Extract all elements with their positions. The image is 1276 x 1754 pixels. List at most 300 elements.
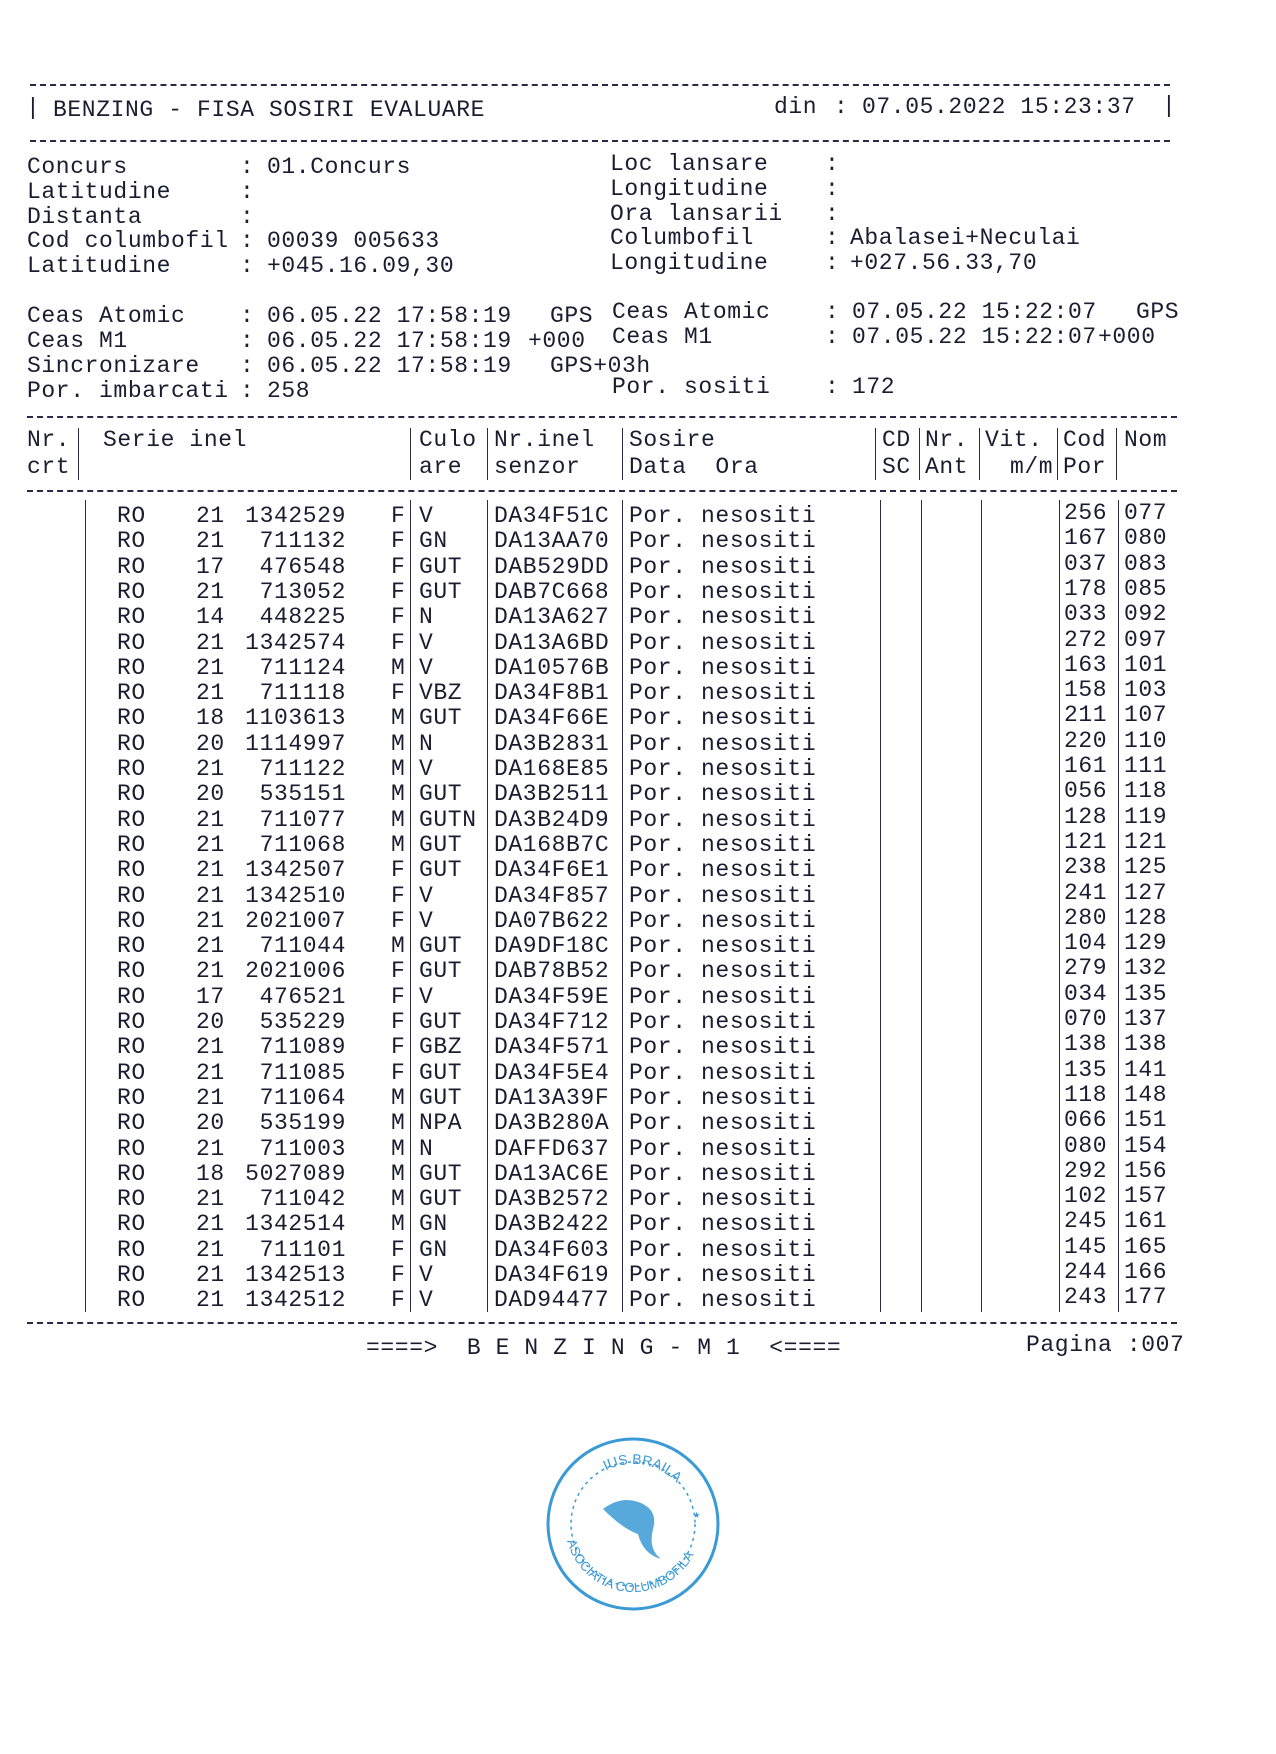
ring-number: 1342512 [245,1287,346,1314]
color: GUT [419,1084,463,1111]
column-header-culoare-line2: are [419,454,463,480]
arrival-status: Por. nesositi [629,1034,817,1061]
sensor-ring: DA34F6E1 [494,857,610,884]
ring-number: 711003 [259,1135,346,1162]
cod-por: 211 [1064,702,1108,729]
arrival-status: Por. nesositi [629,1135,817,1162]
table-top-border [27,416,1177,418]
sensor-ring: DA10576B [494,654,610,681]
cod-por: 167 [1064,525,1108,552]
sex: F [391,907,406,934]
nom: 132 [1124,955,1168,982]
ring-number: 1342507 [245,857,346,884]
nom: 154 [1124,1132,1168,1159]
sex: F [391,1009,406,1035]
column-divider [875,428,876,480]
country-code: RO [117,705,146,732]
nom: 148 [1124,1081,1168,1108]
country-code: RO [117,857,146,884]
color: GUT [419,958,463,985]
country-code: RO [117,1059,146,1086]
sensor-ring: DA34F712 [494,1009,610,1035]
svg-text:IUS BRAILA: IUS BRAILA [600,1450,686,1485]
color: NPA [419,1110,463,1137]
column-divider [979,428,980,480]
info-value: 01.Concurs [267,154,412,180]
clock-label: Ceas Atomic [27,303,186,329]
sensor-ring: DA34F8B1 [494,680,610,707]
ring-number: 711064 [259,1084,346,1111]
sensor-ring: DA3B2422 [494,1211,610,1238]
nom: 135 [1124,980,1168,1007]
svg-text:ASOCIATIA COLUMBOFILA: ASOCIATIA COLUMBOFILA [564,1537,697,1596]
ring-number: 535151 [259,781,346,808]
clock-suffix: +000 [528,328,586,354]
info-colon: : [240,253,255,280]
sex: F [391,578,406,605]
clock-colon: : [240,303,255,329]
column-header-nr-line2: crt [27,454,71,480]
sensor-ring: DA3B2511 [494,781,610,808]
info-label: Loc lansare [610,151,769,177]
cod-por: 034 [1064,980,1108,1007]
arrival-status: Por. nesositi [629,781,817,808]
nom: 118 [1124,778,1168,805]
color: GUT [419,831,463,858]
country-code: RO [117,933,146,960]
info-value: 00039 005633 [267,228,440,255]
nom: 101 [1124,651,1168,678]
sex: F [391,1287,406,1314]
sensor-ring: DA168E85 [494,756,610,782]
country-code: RO [117,1186,146,1213]
sex: F [391,958,406,985]
ring-year: 17 [196,553,225,580]
column-header-sosire: Sosire [629,427,716,453]
sex: M [391,1135,406,1162]
ring-year: 21 [196,528,225,555]
column-header-cdsc-line2: SC [882,454,911,480]
sex: F [391,629,406,656]
sensor-ring: DAB78B52 [494,958,610,985]
table-header-border [27,490,1177,492]
info-colon: : [825,151,840,177]
arrival-status: Por. nesositi [629,933,817,960]
country-code: RO [117,1287,146,1314]
ring-year: 20 [196,1009,225,1035]
clock-value: 06.05.22 17:58:19 [267,303,512,329]
ring-year: 18 [196,705,225,732]
ring-number: 711089 [259,1034,346,1061]
country-code: RO [117,1211,146,1238]
sensor-ring: DA9DF18C [494,933,610,960]
info-colon: : [825,175,840,202]
cod-por: 080 [1064,1132,1108,1159]
color: GUT [419,933,463,960]
ring-year: 21 [196,578,225,605]
sex: M [391,705,406,732]
clock-value: 06.05.22 17:58:19 [267,328,512,354]
sensor-ring: DA13A627 [494,604,610,631]
cod-por: 178 [1064,575,1108,602]
ring-year: 14 [196,604,225,631]
column-divider [981,500,982,1312]
nom: 107 [1124,702,1168,729]
association-stamp [543,1434,723,1614]
sensor-ring: DA3B2831 [494,730,610,757]
color: V [419,503,434,529]
arrival-status: Por. nesositi [629,1084,817,1111]
nom: 161 [1124,1208,1168,1235]
cod-por: 256 [1064,500,1108,526]
cod-por: 033 [1064,601,1108,628]
cod-por: 244 [1064,1259,1108,1285]
info-value: +045.16.09,30 [267,253,455,280]
arrival-status: Por. nesositi [629,1211,817,1238]
cod-por: 245 [1064,1208,1108,1235]
ring-year: 21 [196,907,225,934]
arrival-status: Por. nesositi [629,578,817,605]
column-header-cod: Cod [1063,427,1107,453]
sex: F [391,1262,406,1288]
cod-por: 135 [1064,1056,1108,1083]
info-label: Latitudine [27,253,172,280]
column-header-vit: Vit. [985,427,1043,453]
color: GUT [419,578,463,605]
country-code: RO [117,983,146,1010]
info-colon: : [825,250,840,277]
arrival-status: Por. nesositi [629,1262,817,1288]
color: V [419,882,434,909]
info-label: Longitudine [610,250,769,277]
ring-number: 535199 [259,1110,346,1137]
sex: F [391,983,406,1010]
nom: 083 [1124,550,1168,577]
sensor-ring: DA34F66E [494,705,610,732]
nom: 129 [1124,930,1168,957]
clock-colon: : [825,299,840,325]
country-code: RO [117,806,146,833]
column-header-ant-line2: Ant [925,454,969,480]
nom: 110 [1124,727,1168,754]
clock-label: Por. sositi [612,374,771,400]
color: V [419,654,434,681]
arrival-status: Por. nesositi [629,882,817,909]
arrival-status: Por. nesositi [629,1160,817,1187]
sensor-ring: DA34F603 [494,1236,610,1263]
ring-number: 1342529 [245,503,346,529]
nom: 121 [1124,828,1168,855]
country-code: RO [117,1034,146,1061]
ring-year: 21 [196,756,225,782]
sensor-ring: DA13AC6E [494,1160,610,1187]
color: V [419,756,434,782]
header-top-border [30,84,1170,86]
ring-number: 1342510 [245,882,346,909]
info-value: Abalasei+Neculai [850,225,1081,252]
sensor-ring: DA34F51C [494,503,610,529]
info-label: Longitudine [610,175,769,202]
clock-suffix: GPS [1136,299,1180,325]
ring-year: 21 [196,1262,225,1288]
ring-number: 711085 [259,1059,346,1086]
ring-number: 2021007 [245,907,346,934]
column-divider [1116,428,1117,480]
sex: M [391,781,406,808]
ring-year: 21 [196,1236,225,1263]
country-code: RO [117,1262,146,1288]
country-code: RO [117,781,146,808]
column-divider [1059,500,1060,1312]
header-bottom-border [30,140,1170,142]
country-code: RO [117,578,146,605]
column-header-vit-line2: m/m [1010,454,1054,480]
sensor-ring: DA34F571 [494,1034,610,1061]
sex: M [391,933,406,960]
column-divider [921,500,922,1312]
sensor-ring: DA13A6BD [494,629,610,656]
nom: 085 [1124,575,1168,602]
ring-number: 1103613 [245,705,346,732]
sex: M [391,730,406,757]
sex: M [391,1160,406,1187]
clock-value: 07.05.22 15:22:07 [852,299,1097,325]
ring-year: 18 [196,1160,225,1187]
country-code: RO [117,1160,146,1187]
arrival-status: Por. nesositi [629,1009,817,1035]
ring-year: 21 [196,831,225,858]
ring-year: 20 [196,730,225,757]
sensor-ring: DAFFD637 [494,1135,610,1162]
cod-por: 161 [1064,753,1108,779]
sensor-ring: DAD94477 [494,1287,610,1314]
ring-number: 476521 [259,983,346,1010]
arrival-status: Por. nesositi [629,629,817,656]
ring-year: 17 [196,983,225,1010]
sex: F [391,604,406,631]
clock-label: Ceas M1 [27,328,128,354]
color: GN [419,1236,448,1263]
info-label: Columbofil [610,225,755,252]
color: N [419,730,434,757]
column-divider [85,500,86,1312]
ring-year: 20 [196,781,225,808]
ring-number: 535229 [259,1009,346,1035]
header-right-bar: | [1162,93,1177,119]
sex: M [391,756,406,782]
column-header-senzor: Nr.inel [494,427,595,453]
ring-year: 21 [196,806,225,833]
ring-year: 21 [196,654,225,681]
nom: 165 [1124,1233,1168,1260]
ring-year: 21 [196,1186,225,1213]
cod-por: 158 [1064,677,1108,704]
cod-por: 145 [1064,1233,1108,1260]
color: GUT [419,1059,463,1086]
clock-label: Por. imbarcati [27,378,229,404]
color: GN [419,528,448,555]
sensor-ring: DAB529DD [494,553,610,580]
sex: F [391,1236,406,1263]
clock-suffix: GPS+03h [550,353,651,379]
cod-por: 102 [1064,1183,1108,1210]
ring-number: 476548 [259,553,346,580]
color: GUT [419,857,463,884]
info-colon: : [825,225,840,252]
cod-por: 279 [1064,955,1108,982]
ring-number: 713052 [259,578,346,605]
ring-number: 448225 [259,604,346,631]
color: N [419,604,434,631]
arrival-status: Por. nesositi [629,983,817,1010]
clock-label: Ceas Atomic [612,299,771,325]
column-divider [410,500,411,1312]
nom: 092 [1124,601,1168,628]
column-header-cod-line2: Por [1063,454,1107,480]
country-code: RO [117,1236,146,1263]
ring-number: 711077 [259,806,346,833]
arrival-status: Por. nesositi [629,604,817,631]
clock-colon: : [825,374,840,400]
country-code: RO [117,958,146,985]
clock-value: 06.05.22 17:58:19 [267,353,512,379]
sex: F [391,553,406,580]
info-label: Distanta [27,203,143,230]
column-header-cdsc: CD [882,427,911,453]
sensor-ring: DA34F5E4 [494,1059,610,1086]
column-divider [410,428,411,480]
country-code: RO [117,756,146,782]
nom: 103 [1124,677,1168,704]
cod-por: 292 [1064,1157,1108,1184]
ring-year: 21 [196,503,225,529]
ring-year: 21 [196,958,225,985]
report-date-colon: : [834,94,849,120]
cod-por: 272 [1064,626,1108,653]
cod-por: 037 [1064,550,1108,577]
clock-colon: : [825,324,840,350]
cod-por: 280 [1064,904,1108,931]
clock-value: 258 [267,378,311,404]
nom: 156 [1124,1157,1168,1184]
clock-colon: : [240,328,255,354]
clock-suffix: +000 [1098,324,1156,350]
ring-number: 711042 [259,1186,346,1213]
header-left-bar: | [26,95,41,121]
info-colon: : [240,228,255,255]
report-date-value: 07.05.2022 15:23:37 [862,94,1136,120]
arrival-status: Por. nesositi [629,503,817,529]
cod-por: 104 [1064,930,1108,957]
clock-colon: : [240,353,255,379]
nom: 141 [1124,1056,1168,1083]
nom: 119 [1124,803,1168,830]
report-title: BENZING - FISA SOSIRI EVALUARE [53,97,486,123]
cod-por: 163 [1064,651,1108,678]
ring-year: 20 [196,1110,225,1137]
nom: 166 [1124,1259,1168,1285]
nom: 151 [1124,1107,1168,1134]
country-code: RO [117,730,146,757]
ring-number: 711044 [259,933,346,960]
arrival-status: Por. nesositi [629,1186,817,1213]
country-code: RO [117,629,146,656]
ring-number: 711124 [259,654,346,681]
ring-year: 21 [196,882,225,909]
arrival-status: Por. nesositi [629,1110,817,1137]
color: GUT [419,1009,463,1035]
sensor-ring: DA3B24D9 [494,806,610,833]
ring-number: 711122 [259,756,346,782]
color: V [419,629,434,656]
cod-por: 128 [1064,803,1108,830]
arrival-status: Por. nesositi [629,528,817,555]
nom: 077 [1124,500,1168,526]
ring-year: 21 [196,629,225,656]
nom: 127 [1124,879,1168,906]
nom: 177 [1124,1284,1168,1311]
ring-year: 21 [196,1059,225,1086]
ring-number: 711118 [259,680,346,707]
sex: F [391,882,406,909]
arrival-status: Por. nesositi [629,1059,817,1086]
clock-label: Sincronizare [27,353,200,379]
arrival-status: Por. nesositi [629,705,817,732]
arrival-status: Por. nesositi [629,680,817,707]
nom: 137 [1124,1006,1168,1032]
sex: F [391,680,406,707]
country-code: RO [117,882,146,909]
column-divider [919,428,920,480]
color: V [419,1262,434,1288]
sensor-ring: DAB7C668 [494,578,610,605]
sex: F [391,528,406,555]
ring-number: 2021006 [245,958,346,985]
ring-year: 21 [196,857,225,884]
clock-suffix: GPS [550,303,594,329]
page-number: Pagina :007 [1026,1332,1185,1358]
arrival-status: Por. nesositi [629,831,817,858]
sensor-ring: DA168B7C [494,831,610,858]
arrival-status: Por. nesositi [629,958,817,985]
sex: M [391,806,406,833]
column-divider [1057,428,1058,480]
cod-por: 238 [1064,854,1108,881]
sex: M [391,1084,406,1111]
info-label: Latitudine [27,178,172,205]
ring-number: 1342513 [245,1262,346,1288]
sensor-ring: DA34F59E [494,983,610,1010]
cod-por: 220 [1064,727,1108,754]
cod-por: 241 [1064,879,1108,906]
clock-colon: : [240,378,255,404]
info-label: Ora lansarii [610,200,783,227]
color: GUT [419,1186,463,1213]
country-code: RO [117,528,146,555]
arrival-status: Por. nesositi [629,730,817,757]
svg-text:★: ★ [693,1508,701,1522]
column-header-culoare: Culo [419,427,477,453]
color: GUT [419,781,463,808]
arrival-status: Por. nesositi [629,1287,817,1314]
nom: 128 [1124,904,1168,931]
sensor-ring: DA07B622 [494,907,610,934]
country-code: RO [117,553,146,580]
color: N [419,1135,434,1162]
clock-value: 172 [852,374,896,400]
nom: 138 [1124,1031,1168,1058]
country-code: RO [117,604,146,631]
